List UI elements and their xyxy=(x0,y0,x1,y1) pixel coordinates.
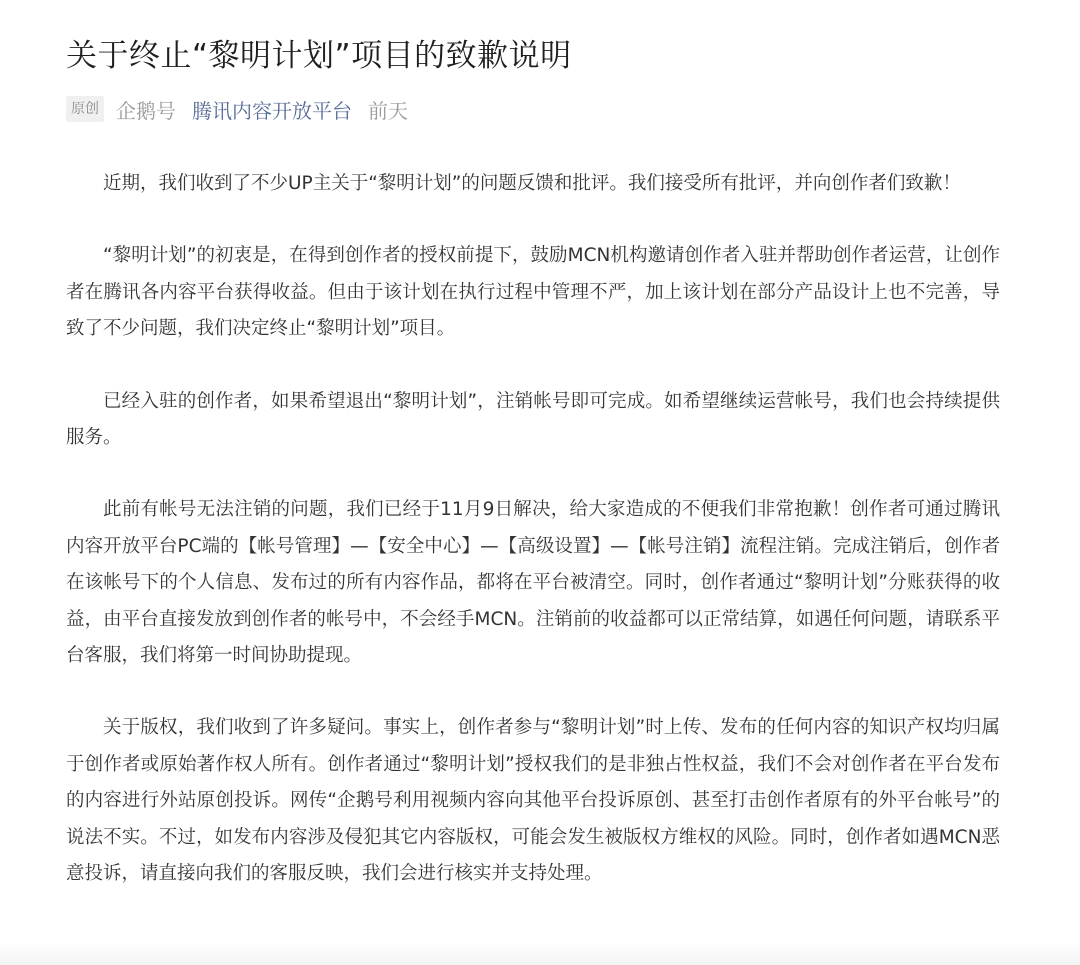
original-badge: 原创 xyxy=(66,96,104,122)
paragraph: 已经入驻的创作者，如果希望退出“黎明计划”，注销帐号即可完成。如希望继续运营帐号，我们也会持续提供服务。 xyxy=(66,390,1000,449)
paragraph: 近期，我们收到了不少UP主关于“黎明计划”的问题反馈和批评。我们接受所有批评，并向创作者们致歉！ xyxy=(103,173,961,194)
article-content xyxy=(66,166,1000,893)
author-link[interactable]: 腾讯内容开放平台 xyxy=(192,98,352,123)
article-title: 关于终止“黎明计划”项目的致歉说明 xyxy=(66,38,572,74)
source-label: 企鹅号 xyxy=(116,98,176,123)
publish-date: 前天 xyxy=(368,98,408,123)
bottom-fade xyxy=(0,943,1080,965)
paragraph: 关于版权，我们收到了许多疑问。事实上，创作者参与“黎明计划”时上传、发布的任何内容的知识产权均归属于创作者或原始著作权人所有。创作者通过“黎明计划”授权我们的是非独占性权益，我们不会对创作者在平台发布的内容进行外站原创投诉。网传“企鹅号利用视频内容向其他平台投诉原创、甚至打击创作者原有的外平台帐号”的说法不实。不过，如发布内容涉及侵犯其它内容版权，可能会发生被版权方维权的风险。同时，创作者如遇MCN恶意投诉，请直接向我们的客服反映，我们会进行核实并支持处理。 xyxy=(66,717,1000,885)
paragraph: 此前有帐号无法注销的问题，我们已经于11月9日解决，给大家造成的不便我们非常抱歉！创作者可通过腾讯内容开放平台PC端的【帐号管理】—【安全中心】—【高级设置】—【帐号注销】流程注销。完成注销后，创作者在该帐号下的个人信息、发布过的所有内容作品，都将在平台被清空。同时，创作者通过“黎明计划”分账获得的收益，由平台直接发放到创作者的帐号中，不会经手MCN。注销前的收益都可以正常结算，如遇任何问题，请联系平台客服，我们将第一时间协助提现。 xyxy=(66,499,1000,667)
paragraph: “黎明计划”的初衷是，在得到创作者的授权前提下，鼓励MCN机构邀请创作者入驻并帮助创作者运营，让创作者在腾讯各内容平台获得收益。但由于该计划在执行过程中管理不严，加上该计划在部分产品设计上也不完善，导致了不少问题，我们决定终止“黎明计划”项目。 xyxy=(66,245,1000,340)
article-meta xyxy=(66,94,1000,124)
article xyxy=(66,30,1000,929)
